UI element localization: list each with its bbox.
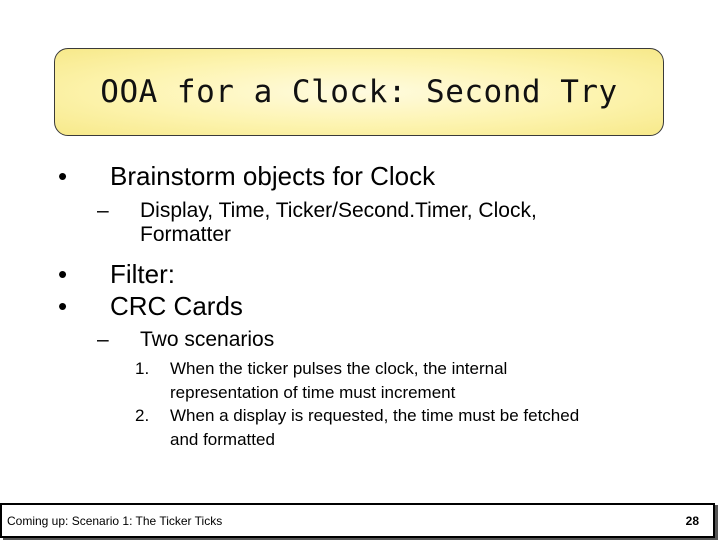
footer-coming-up: Coming up: Scenario 1: The Ticker Ticks bbox=[7, 514, 223, 528]
bullet-crc-cards: CRC Cards bbox=[110, 291, 243, 321]
sub-objects-list bbox=[140, 199, 660, 247]
scenario-2-text bbox=[170, 404, 670, 452]
page-number: 28 bbox=[685, 514, 699, 528]
scenario-number: 2. bbox=[135, 406, 150, 425]
scenario-1-line-1: When the ticker pulses the clock, the internal bbox=[170, 359, 508, 378]
footer-bar bbox=[0, 503, 715, 538]
scenario-1-text bbox=[170, 357, 670, 405]
sub-two-scenarios: Two scenarios bbox=[140, 328, 275, 351]
bullet-marker: • bbox=[58, 161, 68, 191]
bullet-marker: • bbox=[58, 259, 68, 289]
bullet-marker: • bbox=[58, 291, 68, 321]
sub-objects-line-1: Display, Time, Ticker/Second.Timer, Clock, bbox=[140, 199, 537, 222]
bullet-brainstorm: Brainstorm objects for Clock bbox=[110, 161, 436, 191]
slide-title: OOA for a Clock: Second Try bbox=[100, 74, 618, 110]
dash-marker: – bbox=[97, 328, 109, 351]
scenario-2-line-2: and formatted bbox=[170, 430, 275, 449]
dash-marker: – bbox=[97, 199, 109, 222]
scenario-number: 1. bbox=[135, 359, 150, 378]
title-box bbox=[54, 48, 664, 136]
bullet-filter: Filter: bbox=[110, 259, 175, 289]
sub-objects-line-2: Formatter bbox=[140, 223, 232, 246]
scenario-2-line-1: When a display is requested, the time must be fetched bbox=[170, 406, 580, 425]
scenario-1-line-2: representation of time must increment bbox=[170, 383, 456, 402]
